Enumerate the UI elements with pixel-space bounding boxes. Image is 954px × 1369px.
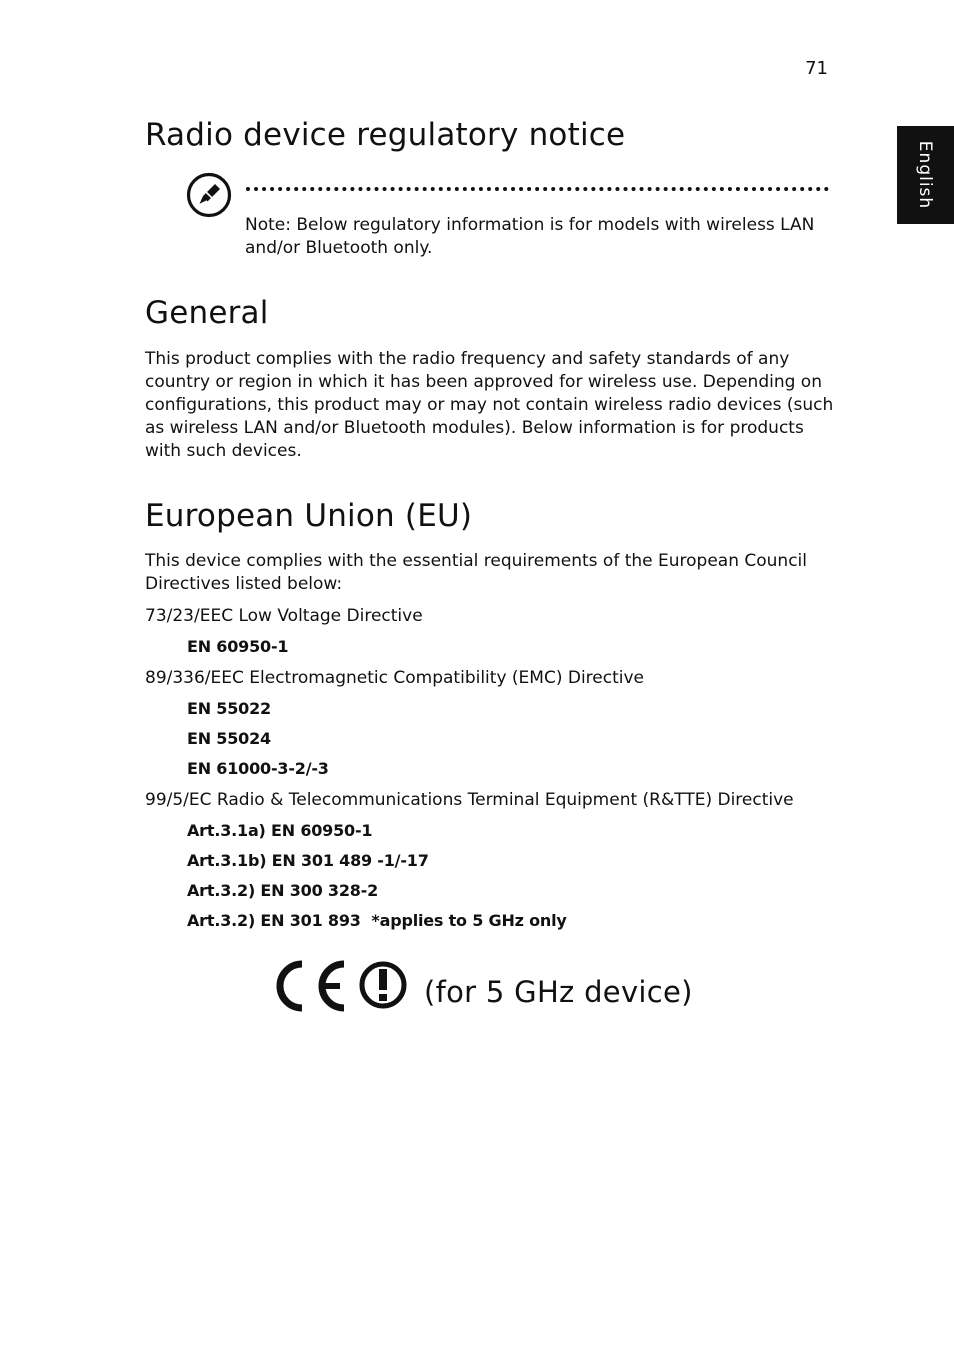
standard-item: EN 55024 — [187, 729, 271, 748]
eu-intro: This device complies with the essential requirements of the European Council Directives listed below: — [145, 551, 808, 594]
note-divider — [246, 187, 829, 191]
ce-mark-caption: (for 5 GHz device) — [424, 975, 693, 1009]
standard-item: EN 61000-3-2/-3 — [187, 759, 329, 778]
note-text — [245, 214, 835, 260]
general-body: This product complies with the radio frequency and safety standards of any country or region in which it has been approved for wireless use. Depending on configurations, this product may or may not contain wireless radio devices (such as wireless LAN and/or Bluetooth modules). Below information is for products with such devices. — [145, 349, 834, 461]
standard-item: Art.3.2) EN 300 328-2 — [187, 881, 379, 900]
section-title-radio: Radio device regulatory notice — [145, 117, 626, 153]
ce-alert-mark-icon — [274, 956, 414, 1016]
directive-emc: 89/336/EEC Electromagnetic Compatibility (EMC) Directive — [145, 668, 644, 688]
pen-note-icon — [186, 172, 232, 218]
standard-item: Art.3.1b) EN 301 489 -1/-17 — [187, 851, 429, 870]
standard-item: Art.3.2) EN 301 893 *applies to 5 GHz only — [187, 911, 567, 930]
page-number: 71 — [805, 58, 828, 79]
language-tab-label: English — [915, 140, 936, 210]
standard-item: EN 55022 — [187, 699, 271, 718]
standard-item: EN 60950-1 — [187, 637, 289, 656]
note-label: Note — [245, 215, 286, 235]
note-body: : Below regulatory information is for models with wireless LAN and/or Bluetooth only. — [245, 215, 815, 258]
section-title-general: General — [145, 295, 269, 331]
directive-rtte: 99/5/EC Radio & Telecommunications Terminal Equipment (R&TTE) Directive — [145, 790, 794, 810]
section-title-eu: European Union (EU) — [145, 498, 473, 534]
language-tab — [897, 126, 954, 224]
standard-item: Art.3.1a) EN 60950-1 — [187, 821, 373, 840]
directive-low-voltage: 73/23/EEC Low Voltage Directive — [145, 606, 423, 626]
